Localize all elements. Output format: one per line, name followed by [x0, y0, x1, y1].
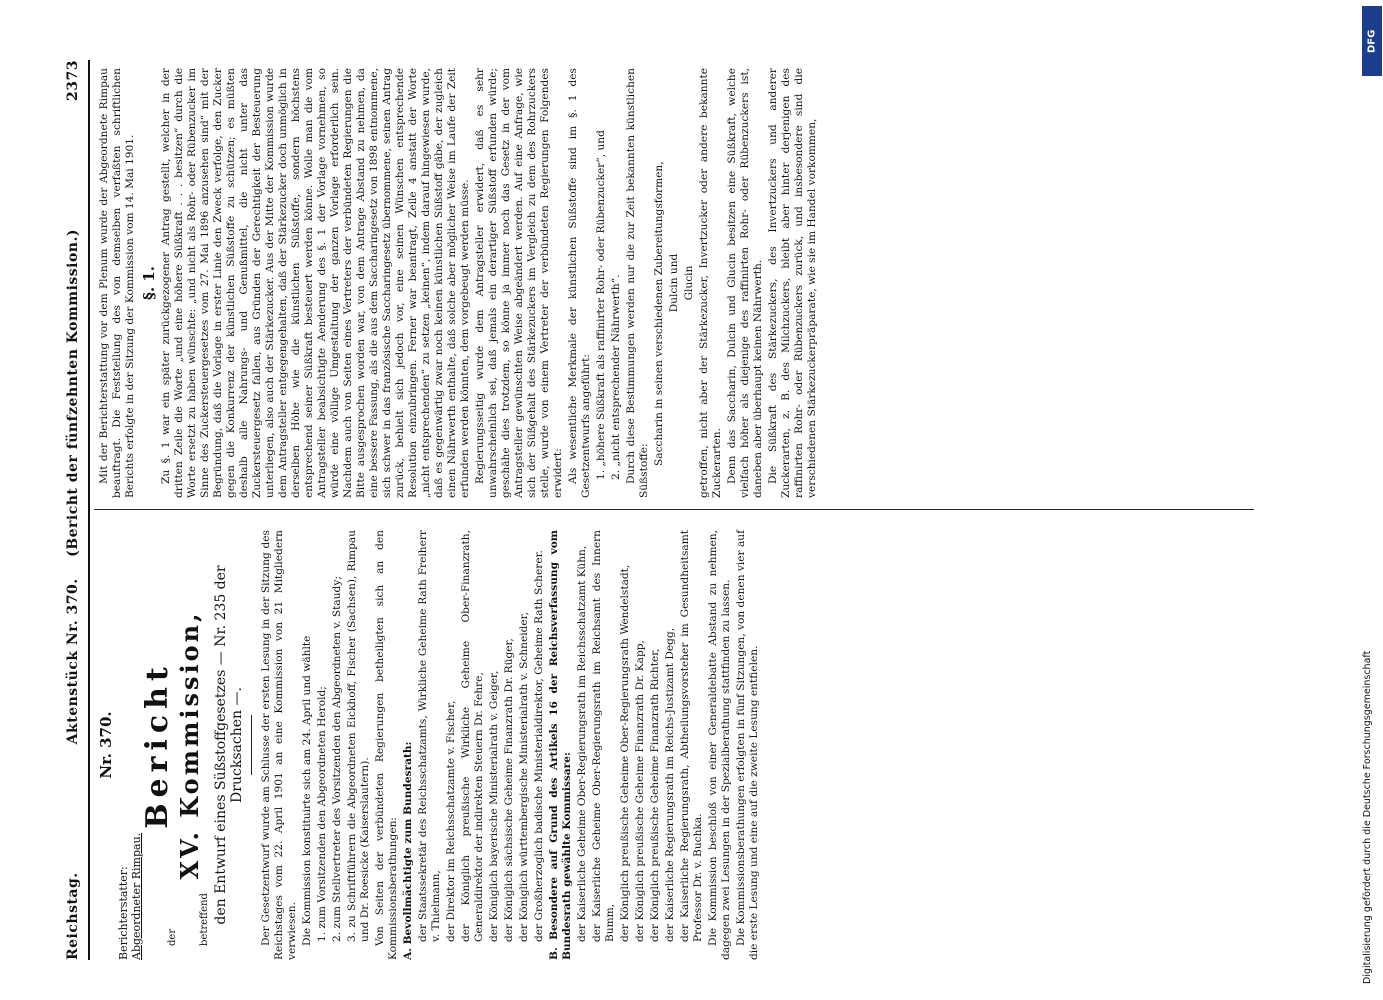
- paragraph: Durch diese Bestimmungen werden nur die zur Zeit bekannten künstlichen Süßstoffe:: [625, 68, 650, 498]
- paragraph: Die Kommission beschloß von einer Generaldebatte Abstand zu nehmen, dagegen zwei Lesungen in der Spezialberathung stattfinden zu lassen.: [707, 530, 732, 960]
- dfg-logo: DFG: [1362, 6, 1382, 76]
- list-item: der Königlich sächsische Geheime Finanzrath Dr. Rüger,: [503, 638, 515, 942]
- list-item: 2. „nicht entsprechender Nährwerth“.: [610, 274, 622, 480]
- paragraph: Mit der Berichterstattung vor dem Plenum wurde der Abgeordnete Rimpau beauftragt. Die Feststellung des von demselben verfaßten schriftlichen Berichts erfolgte in der Sitzung der Kommission vom 14. Mai 1901.: [98, 68, 136, 498]
- list-item: der Königlich württembergische Ministerialrath v. Schneider,: [518, 612, 530, 942]
- list-item: 3. zu Schriftführern die Abgeordneten Eickhoff, Fischer (Sachsen), Rimpau und Dr. Roesicke (Kaiserslautern).: [346, 530, 371, 942]
- der-label: der: [167, 928, 178, 946]
- page-header: [60, 60, 86, 960]
- paragraph: Denn das Saccharin, Dulcin und Glucin besitzen eine Süßkraft, welche vielfach höher als diejenige des raffinirten Rohr- oder Rübenzuckers ist, daneben aber überhaupt keinen Nährwerth.: [726, 68, 764, 498]
- list-item: der Königlich preußische Wirkliche Geheime Ober-Finanzrath, Generaldirektor der indirekten Steuern Dr. Fehre,: [460, 530, 485, 942]
- list-item: der Königlich preußische Geheime Finanzrath Dr. Kapp,: [634, 640, 646, 942]
- list-item: 1. „höhere Süßkraft als raffinirter Rohr- oder Rübenzucker“, und: [595, 130, 607, 480]
- list-item: 1. zum Vorsitzenden den Abgeordneten Herold;: [316, 686, 328, 942]
- title-rule: [251, 715, 252, 775]
- list-item: der Königlich preußische Geheime Ober-Regierungsrath Wendelstadt,: [619, 564, 631, 942]
- report-subject: den Entwurf eines Süßstoffgesetzes — Nr. 235 der Drucksachen —.: [213, 565, 245, 925]
- page-number: 2373: [65, 60, 81, 101]
- header-document-number: Aktenstück Nr. 370.: [65, 578, 81, 745]
- list-item: der Königlich bayerische Ministerialrath v. Geiger,: [488, 670, 500, 942]
- paragraph: Die Kommission konstituirte sich am 24. April und wählte: [301, 635, 313, 946]
- section-heading: A. Bevollmächtigte zum Bundesrath:: [402, 741, 414, 960]
- list-item: Saccharin in seinen verschiedenen Zubereitungsformen,: [653, 161, 665, 466]
- list-item: der Kaiserliche Regierungsrath im Reichs-Justizamt Degg,: [664, 627, 676, 942]
- column-divider: [94, 509, 1254, 510]
- header-rule: [88, 60, 90, 960]
- list-item: Glucin: [683, 265, 695, 301]
- left-column: [98, 530, 763, 960]
- rotated-content: [60, 60, 1310, 960]
- header-center: [65, 101, 81, 872]
- paragraph: Zu §. 1 war ein später zurückgezogener Antrag gestellt, welcher in der dritten Zeile die Worte „und eine höhere Süßkraft . . . besitzen“ durch die Worte ersetzt zu haben wünschte: „und nicht als Rohr- oder Rübenzucker im Sinne des Zuckersteuergesetzes vom 27. Mai 1896 anzusehen sind“ mit der Begründung, daß die Vorlage in erster Linie den Zweck verfolge, den Zucker gegen die Konkurrenz der künstlichen Süßstoffe zu schützen; es müßten deshalb alle Nahrungs- und Genußmittel, die nicht unter das Zuckersteuergesetz fallen, aus Gründen der Gerechtigkeit der Besteuerung unterliegen, also auch der Stärkezucker. Aus der Mitte der Kommission wurde dem Antragsteller entgegengehalten, daß der Stärkezucker doch unmöglich in derselben Höhe wie die künstlichen Süßstoffe, sondern höchstens entsprechend seiner Süßkraft besteuert werden könne. Wolle man die vom Antragsteller beabsichtigte Aenderung des §. 1 der Vorlage vornehmen, so würde eine völlige Umgestaltung der ganzen Vorlage erforderlich sein. Nachdem auch von Seiten eines Vertreters der verbündeten Regierungen die Bitte ausgesprochen worden war, von dem Antrage Abstand zu nehmen, da eine bessere Fassung, als die aus dem Saccharingesetz von 1898 entnommene, sich schwer in das französische Saccharingesetz übernommene, seinen Antrag zurück, behielt sich jedoch vor, eine seinen Wünschen entsprechende Resolution einzubringen. Ferner war beantragt, Zeile 4 anstatt der Worte „nicht entsprechenden“ zu setzen „keinen“, indem darauf hingewiesen wurde, daß es gegenwärtig zwar noch keinen künstlichen Süßstoff gäbe, der zugleich einen Nährwerth enthalte, daß solche aber möglicher Weise im Laufe der Zeit erfunden werden könnten, dem vorgebeugt werden müsse.: [160, 68, 471, 498]
- section-heading: B. Besondere auf Grund des Artikels 16 der Reichsverfassung vom Bundesrath gewählte Kommissare:: [548, 530, 573, 960]
- list-item: der Kaiserliche Regierungsrath, Abtheilungsvorsteher im Gesundheitsamt Professor Dr. v. Buchka.: [679, 530, 704, 942]
- paragraph: Von Seiten der verbündeten Regierungen betheiligten sich an den Kommissionsberathungen:: [374, 530, 399, 960]
- paragraph: Als wesentliche Merkmale der künstlichen Süßstoffe sind im §. 1 des Gesetzentwurfs angeführt:: [567, 68, 592, 498]
- paragraph: Regierungsseitig wurde dem Antragsteller erwidert, daß es sehr unwahrscheinlich sei, daß jemals ein derartiger Süßstoff erfunden würde; geschähe dies trotzdem, so könne ja immer noch das Gesetz in der vom Antragsteller gewünschten Weise abgeändert werden. Auf eine Anfrage, wie sich der Süßgehalt des Stärkezuckers im Vergleich zu dem des Rohrzuckers stelle, wurde von einem Vertreter der verbündeten Regierungen Folgendes erwidert:: [474, 68, 564, 498]
- paragraph: Der Gesetzentwurf wurde am Schlusse der ersten Lesung in der Sitzung des Reichstages vom 22. April 1901 an eine Kommission von 21 Mitgliedern verwiesen.: [260, 530, 298, 960]
- paragraph: getroffen, nicht aber der Stärkezucker, Invertzucker oder andere bekannte Zuckerarten.: [698, 68, 723, 498]
- reporter-label: Berichterstatter:: [117, 866, 130, 960]
- header-left: Reichstag.: [65, 872, 81, 960]
- right-column: [98, 68, 821, 498]
- betreffend-label: betreffend: [199, 893, 210, 946]
- digitization-credit: Digitalisierung gefördert durch die Deutsche Forschungsgemeinschaft: [1362, 650, 1373, 984]
- list-item: der Kaiserliche Geheime Ober-Regierungsrath im Reichsamt des Innern Bumm,: [591, 530, 616, 942]
- list-item: 2. zum Stellvertreter des Vorsitzenden den Abgeordneten v. Staudy;: [331, 576, 343, 942]
- document-number: Nr. 370.: [97, 711, 115, 779]
- header-commission: (Bericht der fünfzehnten Kommission.): [65, 229, 81, 557]
- list-item: der Direktor im Reichsschatzamte v. Fischer,: [445, 700, 457, 942]
- paragraph: Die Kommissionsberathungen erfolgten in fünf Sitzungen, von denen vier auf die erste Lesung und eine auf die zweite Lesung entfielen.: [735, 529, 760, 960]
- list-item: der Königlich preußische Geheime Finanzrath Richter,: [649, 648, 661, 942]
- reporter-name: Abgeordneter Rimpau.: [130, 832, 143, 960]
- list-item: Dulcin und: [668, 253, 680, 313]
- section-title: §. 1.: [140, 266, 158, 300]
- commission-title: XV. Kommission,: [175, 610, 204, 880]
- paragraph: Die Süßkraft des Stärkezuckers, des Invertzuckers und anderer Zuckerarten, z. B. des Milchzuckers, bleibt aber hinter derjenigen des raffinirten Rohr- oder Rübenzuckers zurück, und insbesondere sind die verschiedenen Stärkezuckerpräparate, wie sie im Handel vorkommen,: [767, 68, 818, 498]
- list-item: der Kaiserliche Geheime Ober-Regierungsrath im Reichsschatzamt Kühn,: [576, 545, 588, 942]
- report-title: Bericht: [140, 661, 175, 829]
- list-item: der Staatssekretär des Reichsschatzamts, Wirkliche Geheime Rath Freiherr v. Thielmann,: [417, 530, 442, 942]
- list-item: der Großherzoglich badische Ministerialdirektor, Geheime Rath Scherer.: [533, 550, 545, 942]
